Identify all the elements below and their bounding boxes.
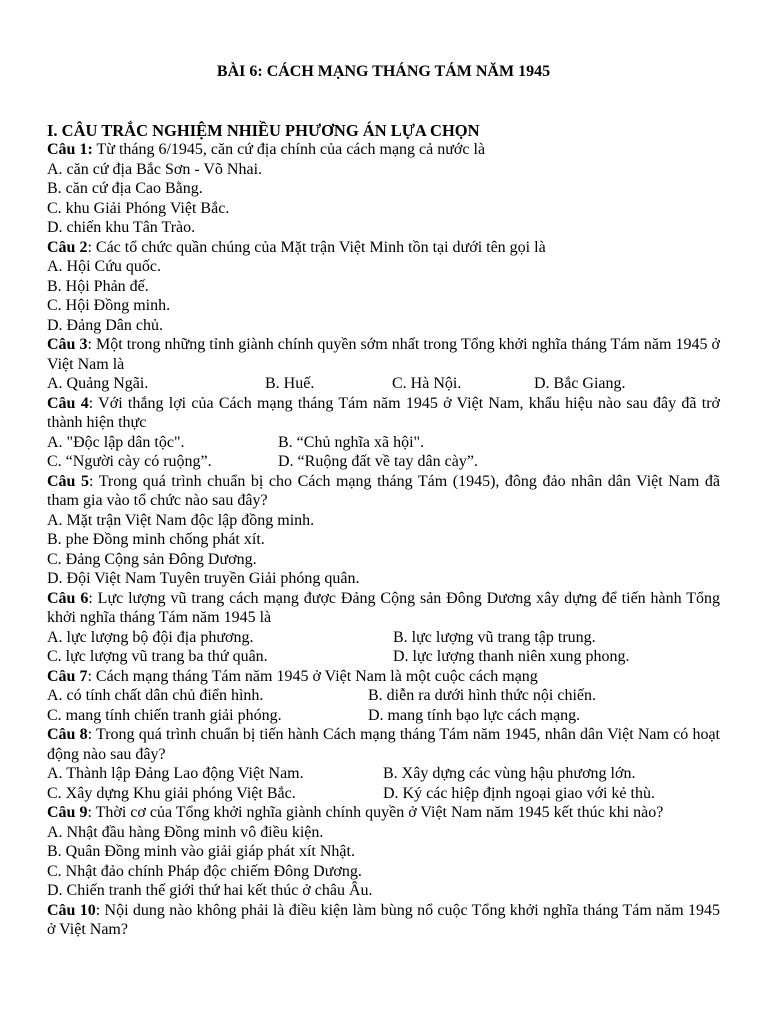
answer-options <box>47 628 720 667</box>
question-body: : Một trong những tỉnh giành chính quyền sớm nhất trong Tổng khởi nghĩa tháng Tám năm 1945 ở Việt Nam là <box>47 336 721 373</box>
answer-option-a[interactable]: A. căn cứ địa Bắc Sơn - Võ Nhai. <box>47 160 263 178</box>
answer-options <box>47 764 720 803</box>
document-page <box>47 62 720 940</box>
answer-option-a[interactable]: A. "Độc lập dân tộc". <box>47 433 185 451</box>
answer-option-d[interactable]: D. Đảng Dân chủ. <box>47 316 163 334</box>
question-label: Câu 2 <box>47 238 88 256</box>
question-label: Câu 1: <box>47 141 93 158</box>
question-body: : Trong quá trình chuẩn bị tiến hành Cách mạng tháng Tám năm 1945, nhân dân Việt Nam có hoạt động nào sau đây? <box>47 726 720 763</box>
answer-options <box>47 511 720 589</box>
answer-row <box>47 433 720 453</box>
question-label: Câu 9 <box>47 804 88 821</box>
question-text <box>47 140 720 160</box>
answer-option-a[interactable]: A. Mặt trận Việt Nam độc lập đồng minh. <box>47 511 315 529</box>
answer-option-a[interactable]: A. Quảng Ngãi. <box>47 375 149 392</box>
question-label: Câu 5 <box>47 472 89 490</box>
answer-option-a[interactable]: A. có tính chất dân chủ điển hình. <box>47 687 264 704</box>
question-text <box>47 394 720 433</box>
answer-option-d[interactable]: D. chiến khu Tân Trào. <box>47 219 196 236</box>
answer-option-a[interactable]: A. lực lượng bộ đội địa phương. <box>47 628 254 646</box>
question-text <box>47 667 720 687</box>
answer-option-d[interactable]: D. “Ruộng đất về tay dân cày”. <box>278 453 478 470</box>
document-title: BÀI 6: CÁCH MẠNG THÁNG TÁM NĂM 1945 <box>216 63 551 80</box>
question-1 <box>47 140 720 238</box>
answer-row <box>47 628 720 648</box>
answer-option-c[interactable]: C. Hà Nội. <box>392 375 462 392</box>
answer-row <box>47 784 720 804</box>
question-body: : Lực lượng vũ trang cách mạng được Đảng Cộng sản Đông Dương xây dựng để tiến hành Tổng khởi nghĩa tháng Tám năm 1945 là <box>47 589 721 626</box>
question-text <box>47 472 720 511</box>
section-heading: I. CÂU TRẮC NGHIỆM NHIỀU PHƯƠNG ÁN LỰA CHỌN <box>47 120 480 140</box>
answer-option-b[interactable]: B. lực lượng vũ trang tập trung. <box>393 628 596 646</box>
answer-option-a[interactable]: A. Hội Cứu quốc. <box>47 258 161 275</box>
question-text <box>47 335 720 374</box>
answer-option-a[interactable]: A. Nhật đầu hàng Đồng minh vô điều kiện. <box>47 823 324 841</box>
question-body: : Với thắng lợi của Cách mạng tháng Tám năm 1945 ở Việt Nam, khẩu hiệu nào sau đây đã trở thành hiện thực <box>47 394 720 431</box>
answer-option-d[interactable]: D. lực lượng thanh niên xung phong. <box>393 648 630 665</box>
question-text <box>47 238 720 258</box>
question-9 <box>47 803 720 901</box>
answer-option-d[interactable]: D. mang tính bạo lực cách mạng. <box>368 706 581 724</box>
question-body: : Các tổ chức quần chúng của Mặt trận Việt Minh tồn tại dưới tên gọi là <box>87 238 546 256</box>
question-body: : Cách mạng tháng Tám năm 1945 ở Việt Nam là một cuộc cách mạng <box>87 667 538 685</box>
answer-options <box>47 823 720 901</box>
question-3 <box>47 335 720 394</box>
question-10 <box>47 901 720 940</box>
answer-options <box>47 686 720 725</box>
answer-option-b[interactable]: B. Hội Phản đế. <box>47 277 149 295</box>
answer-row <box>47 686 720 706</box>
answer-option-a[interactable]: A. Thành lập Đảng Lao động Việt Nam. <box>47 765 304 782</box>
answer-option-b[interactable]: B. Huế. <box>265 375 315 392</box>
question-text <box>47 725 720 764</box>
answer-option-c[interactable]: C. Hội Đồng minh. <box>47 297 171 314</box>
answer-option-b[interactable]: B. Quân Đồng minh vào giải giáp phát xít Nhật. <box>47 843 355 860</box>
answer-option-b[interactable]: B. Xây dựng các vùng hậu phương lớn. <box>383 765 636 782</box>
answer-row <box>47 764 720 784</box>
question-label: Câu 6 <box>47 589 89 607</box>
answer-option-c[interactable]: C. “Người cày có ruộng”. <box>47 453 212 470</box>
question-body: Từ tháng 6/1945, căn cứ địa chính của cách mạng cả nước là <box>92 141 486 158</box>
answer-options <box>47 160 720 238</box>
question-text <box>47 901 720 940</box>
question-label: Câu 4 <box>47 394 89 412</box>
answer-option-b[interactable]: B. diễn ra dưới hình thức nội chiến. <box>368 687 596 704</box>
answer-options <box>47 433 720 472</box>
answer-option-b[interactable]: B. căn cứ địa Cao Bằng. <box>47 180 203 197</box>
answer-option-c[interactable]: C. khu Giải Phóng Việt Bắc. <box>47 199 230 217</box>
question-body: : Thời cơ của Tổng khởi nghĩa giành chính quyền ở Việt Nam năm 1945 kết thúc khi nào? <box>87 804 664 821</box>
answer-option-c[interactable]: C. Đảng Cộng sản Đông Dương. <box>47 550 257 568</box>
answer-options <box>47 374 720 394</box>
question-8 <box>47 725 720 803</box>
answer-option-d[interactable]: D. Ký các hiệp định ngoại giao với kẻ thù. <box>383 784 655 802</box>
answer-option-c[interactable]: C. mang tính chiến tranh giải phóng. <box>47 706 282 724</box>
answer-option-d[interactable]: D. Chiến tranh thế giới thứ hai kết thúc ở châu Âu. <box>47 882 373 899</box>
answer-option-c[interactable]: C. Nhật đảo chính Pháp độc chiếm Đông Dương. <box>47 862 362 880</box>
question-body: : Nội dung nào không phải là điều kiện làm bùng nổ cuộc Tổng khởi nghĩa tháng Tám năm 1945 ở Việt Nam? <box>47 901 720 938</box>
question-2 <box>47 238 720 336</box>
answer-option-c[interactable]: C. Xây dựng Khu giải phóng Việt Bắc. <box>47 784 296 802</box>
question-label: Câu 8 <box>47 726 88 743</box>
question-label: Câu 10 <box>47 901 96 919</box>
question-5 <box>47 472 720 589</box>
answer-option-d[interactable]: D. Đội Việt Nam Tuyên truyền Giải phóng quân. <box>47 570 360 587</box>
answer-options <box>47 257 720 335</box>
question-4 <box>47 394 720 472</box>
answer-option-b[interactable]: B. phe Đồng minh chống phát xít. <box>47 531 265 548</box>
question-label: Câu 7 <box>47 667 88 685</box>
answer-row <box>47 647 720 667</box>
answer-row <box>47 706 720 726</box>
answer-row <box>47 374 720 394</box>
question-7 <box>47 667 720 726</box>
question-label: Câu 3 <box>47 336 88 353</box>
answer-option-c[interactable]: C. lực lượng vũ trang ba thứ quân. <box>47 648 268 665</box>
question-body: : Trong quá trình chuẩn bị cho Cách mạng tháng Tám (1945), đông đảo nhân dân Việt Nam đã tham gia vào tổ chức nào sau đây? <box>47 472 720 509</box>
question-list <box>47 140 720 940</box>
question-text <box>47 589 720 628</box>
answer-row <box>47 452 720 472</box>
answer-option-b[interactable]: B. “Chủ nghĩa xã hội". <box>278 433 425 451</box>
answer-option-d[interactable]: D. Bắc Giang. <box>534 375 626 392</box>
question-6 <box>47 589 720 667</box>
question-text <box>47 803 720 823</box>
